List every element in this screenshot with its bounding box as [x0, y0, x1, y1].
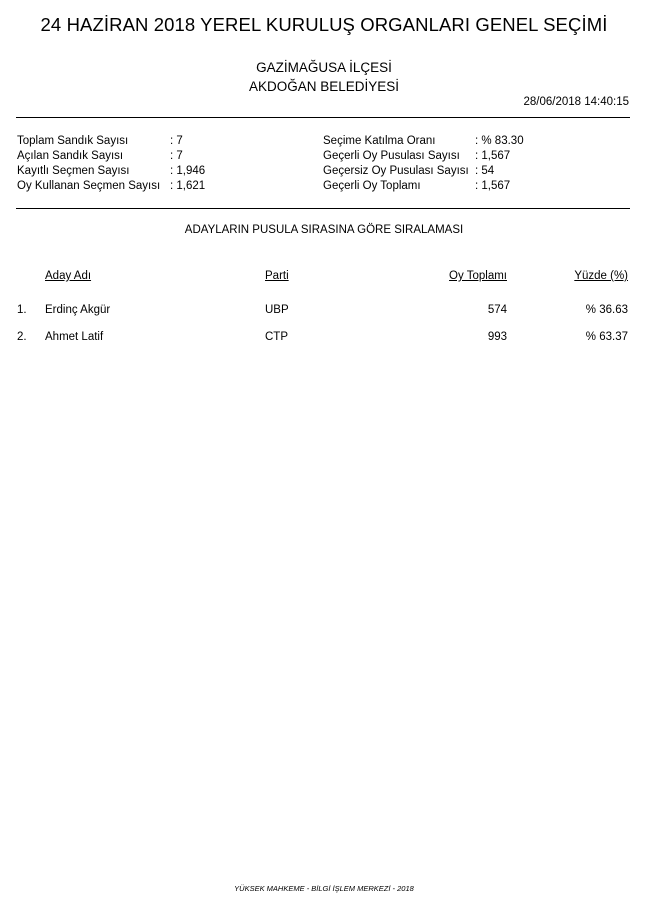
municipality-name: AKDOĞAN BELEDİYESİ	[248, 79, 400, 94]
stat-label: Kayıtlı Seçmen Sayısı	[17, 165, 130, 177]
stat-label: Açılan Sandık Sayısı	[17, 150, 124, 162]
page-footer: YÜKSEK MAHKEME - BİLGİ İŞLEM MERKEZİ - 2018	[234, 884, 414, 893]
column-header-name: Aday Adı	[45, 270, 92, 282]
stat-label: Seçime Katılma Oranı	[323, 135, 436, 147]
candidate-party: UBP	[265, 304, 289, 316]
stat-label: Toplam Sandık Sayısı	[17, 135, 129, 147]
stat-value: : 1,946	[170, 165, 206, 177]
stat-value: : 54	[475, 165, 495, 177]
stat-value: : 1,567	[475, 150, 511, 162]
candidate-name: Ahmet Latif	[45, 331, 104, 343]
stat-value: : 1,567	[475, 180, 511, 192]
row-number: 1.	[17, 304, 27, 316]
report-title: 24 HAZİRAN 2018 YEREL KURULUŞ ORGANLARI GENEL SEÇİMİ	[40, 14, 608, 35]
column-header-party: Parti	[265, 270, 289, 282]
report-timestamp: 28/06/2018 14:40:15	[523, 96, 629, 108]
stat-value: : 1,621	[170, 180, 206, 192]
section-title: ADAYLARIN PUSULA SIRASINA GÖRE SIRALAMASI	[184, 224, 464, 236]
stat-label: Geçerli Oy Pusulası Sayısı	[323, 150, 460, 162]
candidate-percent: % 63.37	[585, 331, 628, 343]
candidate-name: Erdinç Akgür	[45, 304, 111, 316]
stat-value: : 7	[170, 150, 183, 162]
stat-label: Geçerli Oy Toplamı	[323, 180, 421, 192]
stat-label: Oy Kullanan Seçmen Sayısı	[17, 180, 161, 192]
district-name: GAZİMAĞUSA İLÇESİ	[256, 60, 392, 75]
candidate-percent: % 36.63	[585, 304, 628, 316]
stats-divider	[16, 208, 630, 209]
candidate-votes: 574	[487, 304, 507, 316]
stat-label: Geçersiz Oy Pusulası Sayısı	[323, 165, 469, 177]
row-number: 2.	[17, 331, 27, 343]
top-divider	[16, 117, 630, 118]
stat-value: : % 83.30	[475, 135, 524, 147]
column-header-percent: Yüzde (%)	[574, 270, 628, 282]
candidate-party: CTP	[265, 331, 288, 343]
stat-value: : 7	[170, 135, 183, 147]
column-header-votes: Oy Toplamı	[449, 270, 507, 282]
candidate-votes: 993	[487, 331, 507, 343]
